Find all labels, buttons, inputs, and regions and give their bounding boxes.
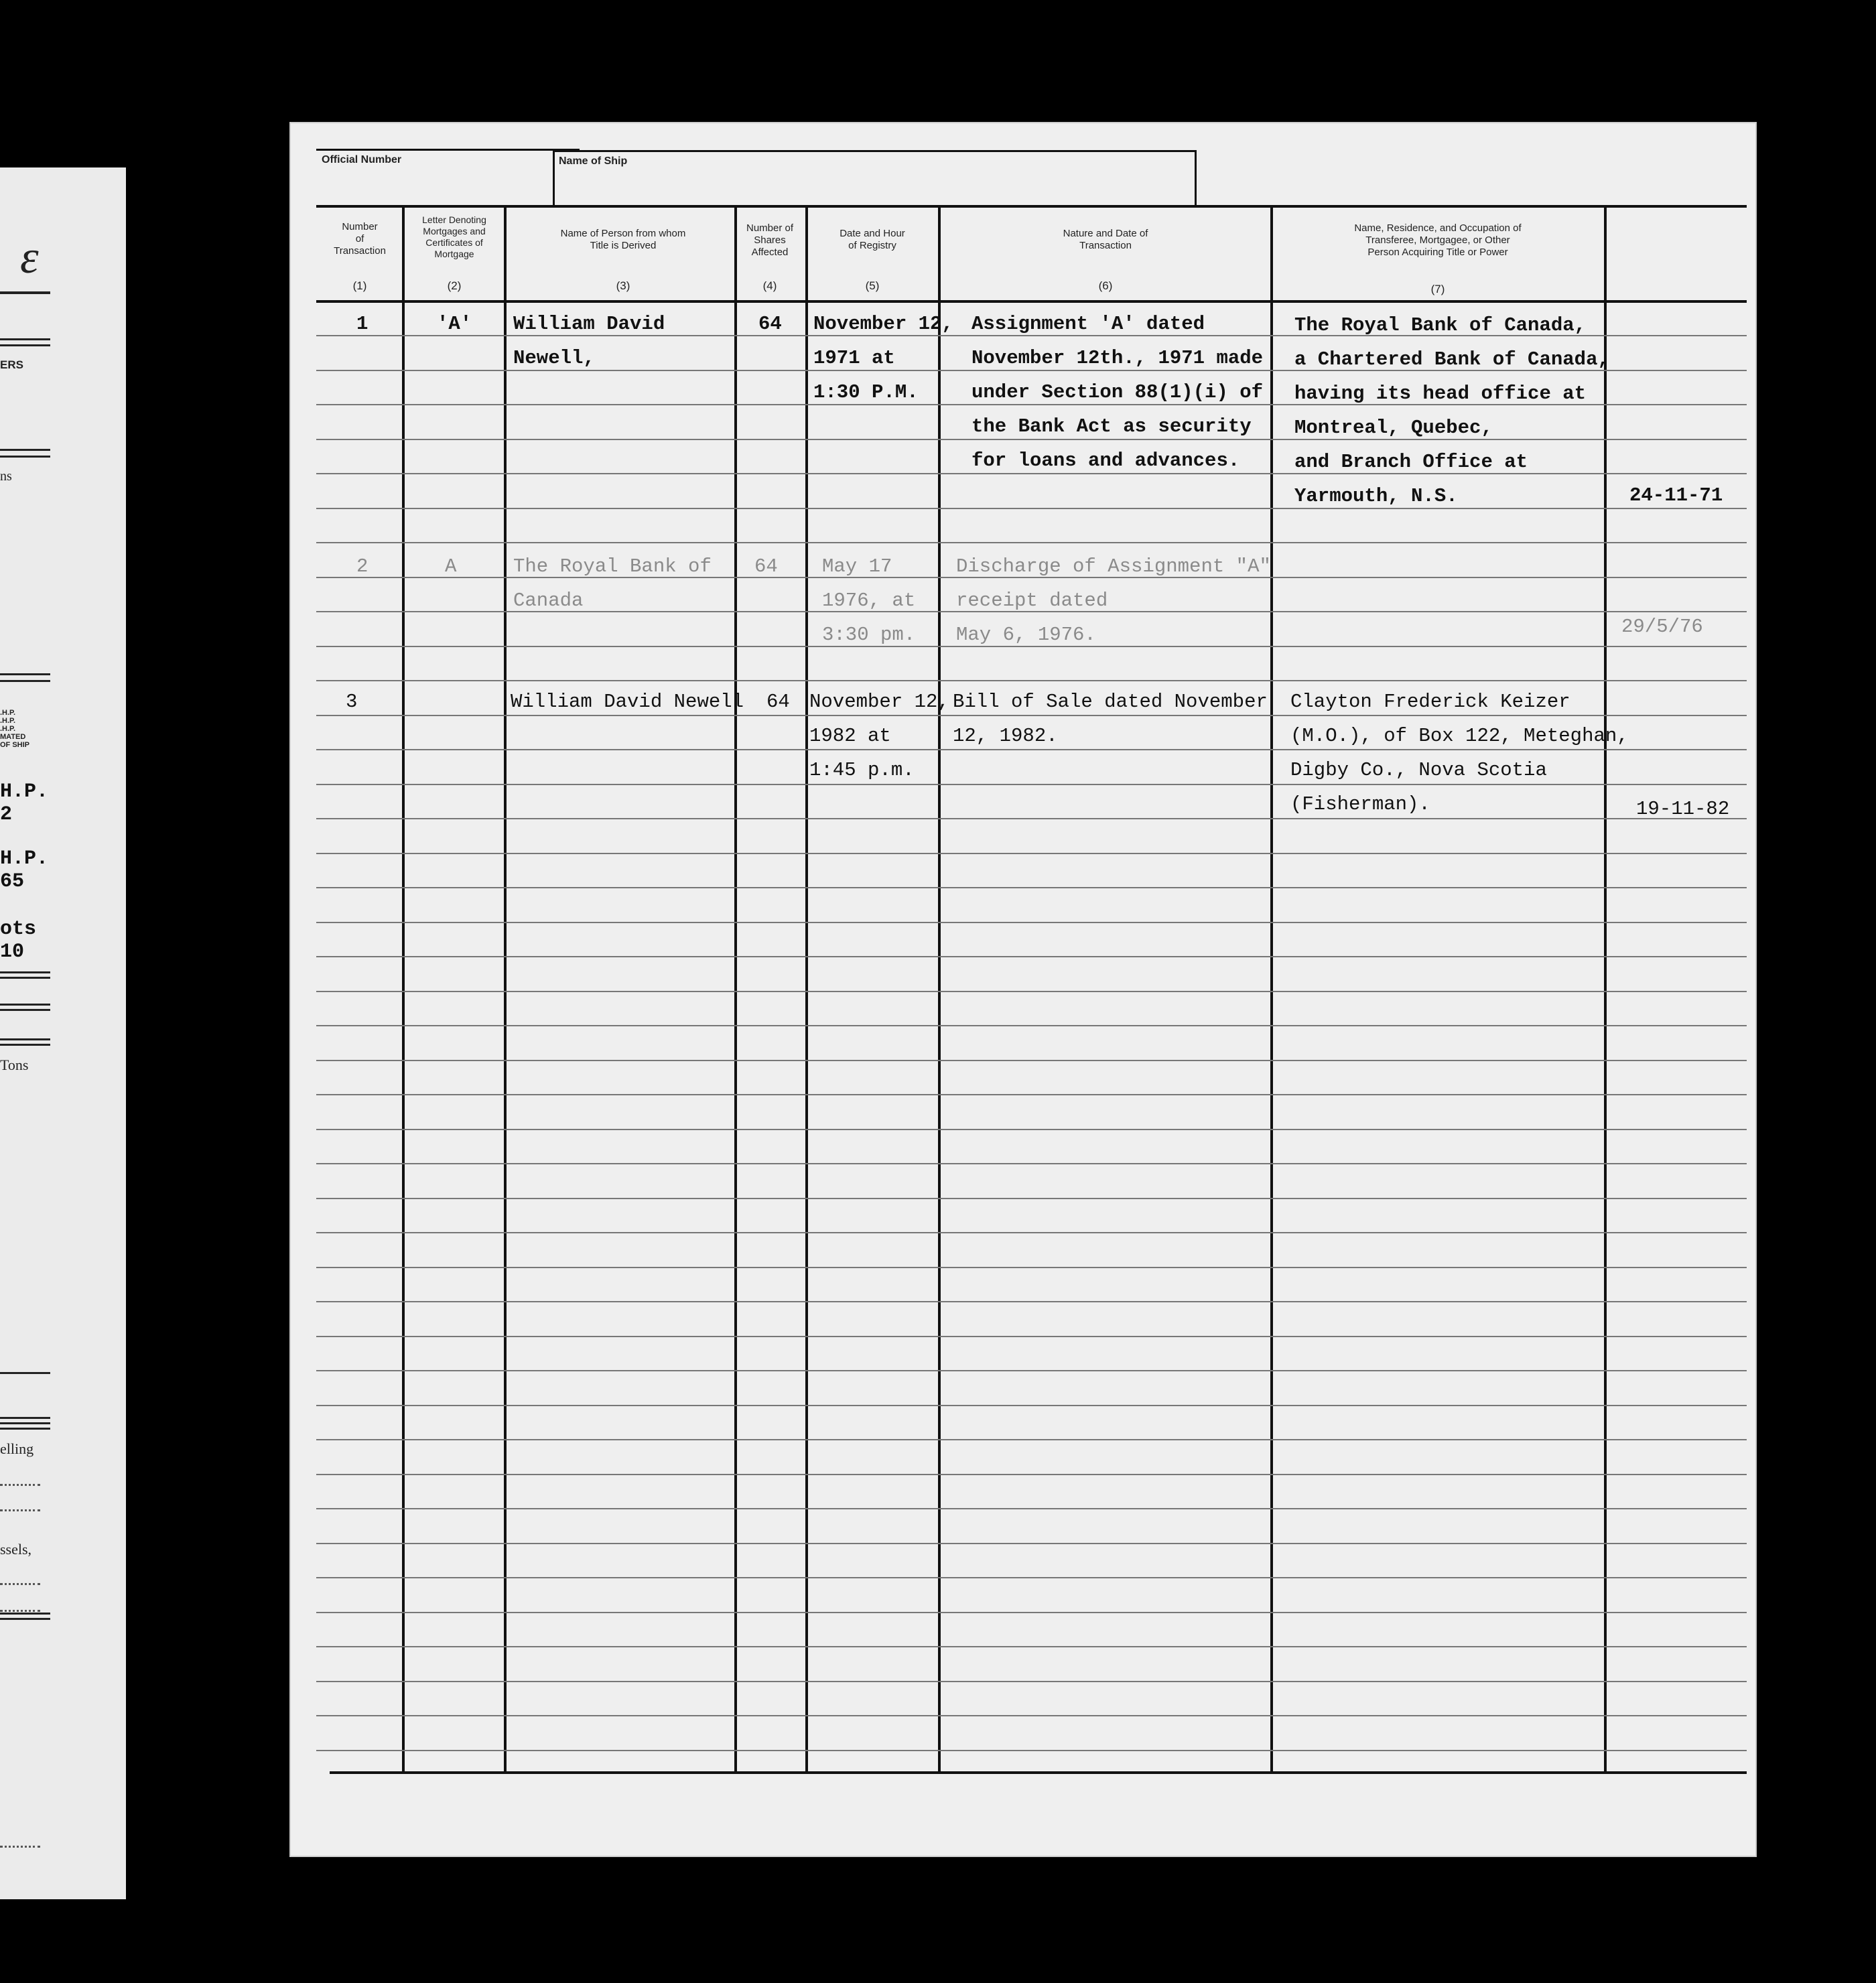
divider	[0, 449, 50, 451]
ruled-line	[316, 1198, 1747, 1199]
adjacent-page-fragment	[0, 167, 126, 1899]
ruled-line	[316, 1646, 1747, 1647]
ruled-line	[316, 1060, 1747, 1061]
divider	[0, 1044, 50, 1046]
divider	[0, 338, 50, 340]
entry-3-nature: Bill of Sale dated November 12, 1982.	[953, 691, 1268, 747]
entry-3-shares: 64	[766, 691, 790, 713]
entry-2-number: 2	[356, 555, 368, 577]
ruled-line	[316, 1681, 1747, 1682]
column-number-4: (4)	[762, 279, 777, 292]
label-elling: elling	[0, 1440, 34, 1457]
entry-2-letter: A	[445, 555, 457, 577]
entry-3-acquirer: Clayton Frederick Keizer (M.O.), of Box 122, Meteghan, Digby Co., Nova Scotia (Fisherman).	[1290, 691, 1629, 815]
ruled-line	[316, 956, 1747, 957]
column-header-shares: Number of Shares Affected	[746, 222, 794, 258]
entry-1-from-person: William David Newell,	[513, 313, 665, 369]
column-number-7: (7)	[1430, 283, 1445, 295]
divider	[0, 1428, 50, 1430]
entry-3-number: 3	[346, 691, 358, 713]
divider	[0, 971, 50, 973]
label-ers: ERS	[0, 358, 23, 371]
ship-register-transactions-page	[289, 122, 1757, 1857]
divider	[0, 680, 50, 682]
column-number-6: (6)	[1098, 279, 1113, 292]
ruled-line	[316, 1439, 1747, 1440]
divider	[0, 1618, 50, 1620]
column-number-5: (5)	[865, 279, 880, 292]
entry-2-from-person: The Royal Bank of Canada	[513, 555, 712, 612]
divider	[0, 456, 50, 458]
column-number-2: (2)	[447, 279, 462, 292]
column-number-1: (1)	[352, 279, 367, 292]
entry-1-letter: 'A'	[437, 313, 472, 335]
entry-2-date: May 17 1976, at 3:30 pm.	[822, 555, 916, 646]
divider	[0, 1372, 50, 1374]
label-hp-block: .H.P. .H.P. .H.P. MATED OF SHIP	[0, 709, 30, 749]
divider	[0, 1613, 50, 1615]
label-ssels: ssels,	[0, 1541, 32, 1558]
column-header-letter: Letter Denoting Mortgages and Certificates of Mortgage	[422, 214, 486, 259]
column-header-acquirer: Name, Residence, and Occupation of Transferee, Mortgagee, or Other Person Acquiring Title or Power	[1354, 222, 1522, 258]
ruled-line	[316, 1715, 1747, 1716]
ruled-line	[316, 1543, 1747, 1544]
entry-3-recorded-date: 19-11-82	[1636, 798, 1730, 820]
column-rule	[805, 205, 808, 1773]
table-top-rule	[316, 205, 1747, 208]
ruled-line	[316, 1129, 1747, 1130]
ruled-line	[316, 680, 1747, 681]
entry-1-recorded-date: 24-11-71	[1629, 484, 1723, 506]
ruled-line	[316, 1301, 1747, 1302]
column-rule	[938, 205, 941, 1773]
entry-2-shares: 64	[754, 555, 778, 577]
dotted-line	[0, 1583, 40, 1585]
ruled-line	[316, 1474, 1747, 1475]
label-ns: ns	[0, 469, 12, 484]
ruled-line	[316, 1750, 1747, 1751]
table-bottom-rule	[330, 1771, 1747, 1774]
divider	[0, 1038, 50, 1040]
divider	[0, 673, 50, 675]
ruled-line	[316, 922, 1747, 923]
entry-1-number: 1	[356, 313, 368, 335]
dotted-line	[0, 1509, 40, 1511]
entry-2-recorded-date: 29/5/76	[1621, 616, 1703, 638]
ruled-line	[316, 1405, 1747, 1406]
ruled-line	[316, 1163, 1747, 1164]
value-knots: ots 10	[0, 918, 37, 963]
column-rule	[504, 205, 507, 1773]
value-hp-1: H.P. 2	[0, 780, 49, 826]
divider	[0, 1009, 50, 1011]
entry-1-shares: 64	[758, 313, 782, 335]
ruled-line	[316, 1612, 1747, 1613]
handwritten-mark: ε	[20, 232, 39, 283]
divider	[0, 977, 50, 979]
divider	[0, 291, 50, 294]
dotted-line	[0, 1846, 40, 1848]
entry-2-nature: Discharge of Assignment "A" receipt dated May 6, 1976.	[956, 555, 1271, 646]
ruled-line	[316, 542, 1747, 543]
value-hp-2: H.P. 65	[0, 847, 49, 893]
entry-3-date: November 12, 1982 at 1:45 p.m.	[809, 691, 949, 781]
column-header-number: Number of Transaction	[334, 221, 386, 257]
ruled-line	[316, 1370, 1747, 1371]
name-of-ship-label: Name of Ship	[559, 155, 628, 167]
ruled-line	[316, 1025, 1747, 1026]
column-rule	[402, 205, 405, 1773]
ruled-line	[316, 1267, 1747, 1268]
column-header-nature: Nature and Date of Transaction	[1063, 228, 1148, 251]
label-tons: Tons	[0, 1056, 29, 1073]
divider	[0, 1004, 50, 1006]
official-number-label: Official Number	[322, 154, 402, 165]
divider	[0, 344, 50, 346]
divider	[0, 1417, 50, 1419]
dotted-line	[0, 1484, 40, 1486]
column-rule	[734, 205, 737, 1773]
column-header-from-person: Name of Person from whom Title is Derived	[560, 228, 686, 251]
column-number-3: (3)	[616, 279, 630, 292]
ruled-line	[316, 1577, 1747, 1578]
name-of-ship-box	[553, 150, 1197, 208]
entry-3-from-person: William David Newell	[511, 691, 744, 713]
ruled-line	[316, 887, 1747, 888]
entry-1-acquirer: The Royal Bank of Canada, a Chartered Bank of Canada, having its head office at Montreal, Quebec, and Branch Office at Yarmouth, N.S.	[1294, 314, 1609, 507]
ruled-line	[316, 1232, 1747, 1233]
ruled-line	[316, 1336, 1747, 1337]
ruled-line	[316, 1094, 1747, 1095]
entry-1-nature: Assignment 'A' dated November 12th., 1971 made under Section 88(1)(i) of the Bank Act as security for loans and advances.	[972, 313, 1264, 472]
header-bottom-rule	[316, 300, 1747, 303]
ruled-line	[316, 991, 1747, 992]
column-header-date: Date and Hour of Registry	[840, 228, 905, 251]
divider	[0, 1422, 50, 1424]
entry-1-date: November 12, 1971 at 1:30 P.M.	[813, 313, 953, 403]
column-rule	[1270, 205, 1273, 1773]
ruled-line	[316, 1508, 1747, 1509]
dotted-line	[0, 1610, 40, 1612]
ruled-line	[316, 853, 1747, 854]
